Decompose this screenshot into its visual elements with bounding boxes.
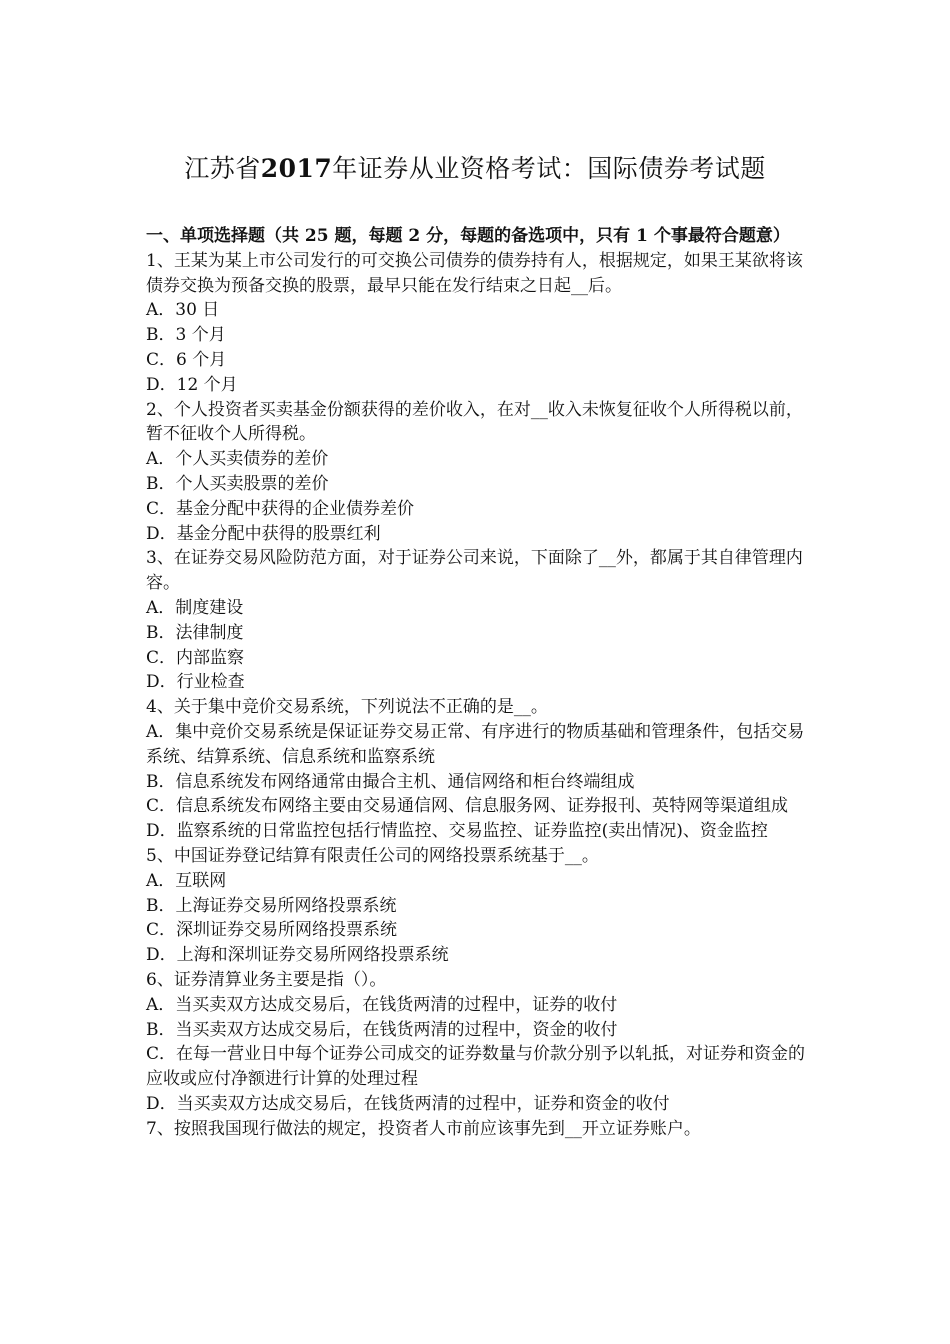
option-a: A．个人买卖债券的差价	[146, 449, 329, 470]
title-suffix: 年证券从业资格考试：国际债券考试题	[332, 154, 766, 183]
option-c: C．6 个月	[146, 349, 227, 370]
question-5	[146, 844, 816, 968]
question-2	[146, 398, 816, 547]
option-d: D．行业检查	[146, 672, 245, 693]
option-c: C．内部监察	[146, 647, 245, 668]
question-6	[146, 968, 816, 1117]
option-d: D．基金分配中获得的股票红利	[146, 523, 381, 544]
question-stem: 3、在证券交易风险防范方面，对于证券公司来说，下面除了__外，都属于其自律管理内容。	[146, 548, 803, 594]
option-d: D．当买卖双方达成交易后，在钱货两清的过程中，证券和资金的收付	[146, 1093, 670, 1114]
document-body	[146, 224, 816, 1141]
question-stem: 7、按照我国现行做法的规定，投资者人市前应该事先到__开立证券账户。	[146, 1118, 701, 1139]
option-c: C．信息系统发布网络主要由交易通信网、信息服务网、证券报刊、英特网等渠道组成	[146, 796, 789, 817]
section-heading: 一、单项选择题（共 25 题，每题 2 分，每题的备选项中，只有 1 个事最符合题意）	[146, 226, 790, 246]
question-stem: 2、个人投资者买卖基金份额获得的差价收入，在对__收入未恢复征收个人所得税以前，暂不征收个人所得税。	[146, 399, 803, 445]
document-title	[0, 152, 950, 186]
title-prefix: 江苏省	[184, 154, 261, 183]
option-b: B．3 个月	[146, 325, 226, 346]
question-stem: 6、证券清算业务主要是指（）。	[146, 969, 387, 990]
question-7	[146, 1117, 816, 1142]
title-year: 2017	[260, 154, 333, 183]
option-c: C．深圳证券交易所网络投票系统	[146, 920, 398, 941]
option-b: B．当买卖双方达成交易后，在钱货两清的过程中，资金的收付	[146, 1019, 618, 1040]
option-d: D．12 个月	[146, 374, 238, 395]
question-stem: 5、中国证券登记结算有限责任公司的网络投票系统基于__。	[146, 845, 599, 866]
question-4	[146, 695, 816, 844]
option-a: A．互联网	[146, 870, 227, 891]
option-d: D．监察系统的日常监控包括行情监控、交易监控、证券监控(卖出情况)、资金监控	[146, 821, 768, 842]
option-b: B．法律制度	[146, 622, 244, 643]
question-stem: 1、王某为某上市公司发行的可交换公司债券的债券持有人，根据规定，如果王某欲将该债券交换为预备交换的股票，最早只能在发行结束之日起__后。	[146, 250, 803, 296]
option-a: A．当买卖双方达成交易后，在钱货两清的过程中，证券的收付	[146, 994, 618, 1015]
option-a: A．集中竞价交易系统是保证证券交易正常、有序进行的物质基础和管理条件，包括交易系统、结算系统、信息系统和监察系统	[146, 721, 805, 767]
question-1	[146, 249, 816, 398]
option-c: C．在每一营业日中每个证券公司成交的证券数量与价款分别予以轧抵，对证券和资金的应收或应付净额进行计算的处理过程	[146, 1044, 806, 1090]
option-b: B．信息系统发布网络通常由撮合主机、通信网络和柜台终端组成	[146, 771, 635, 792]
option-d: D．上海和深圳证券交易所网络投票系统	[146, 945, 449, 966]
option-a: A．30 日	[146, 300, 220, 321]
question-stem: 4、关于集中竞价交易系统，下列说法不正确的是__。	[146, 697, 548, 718]
question-3	[146, 546, 816, 695]
option-a: A．制度建设	[146, 597, 244, 618]
option-b: B．个人买卖股票的差价	[146, 473, 329, 494]
option-c: C．基金分配中获得的企业债券差价	[146, 498, 415, 519]
option-b: B．上海证券交易所网络投票系统	[146, 895, 397, 916]
